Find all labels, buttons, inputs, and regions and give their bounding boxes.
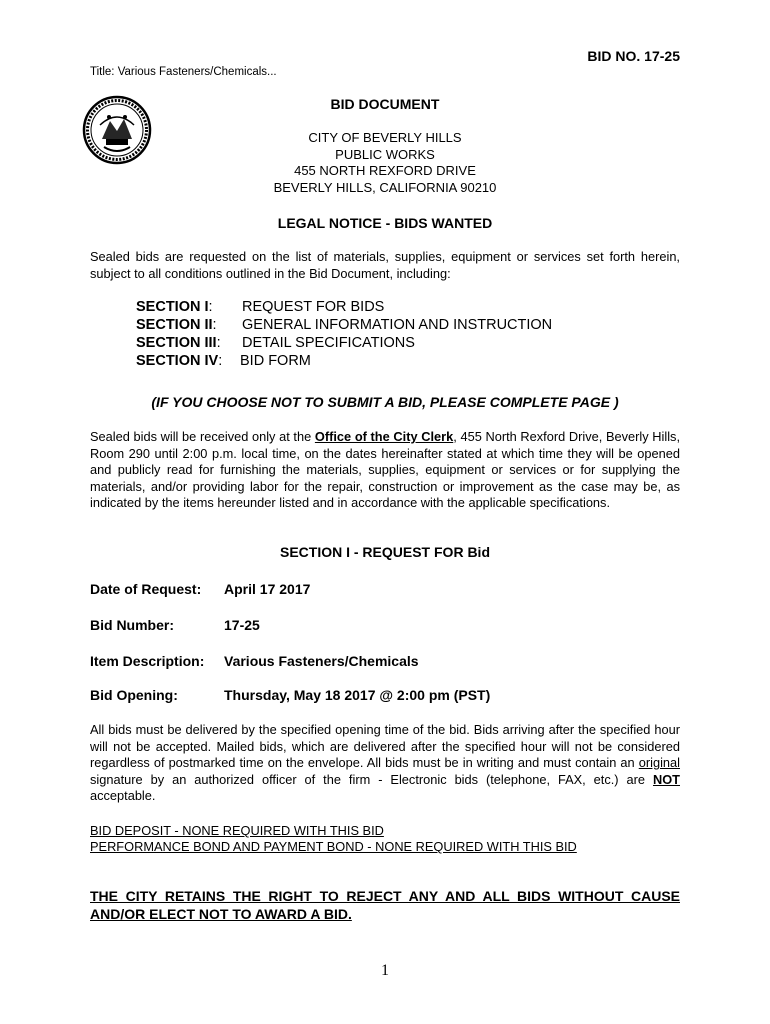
field-label: Item Description: xyxy=(90,653,205,669)
city-rights-statement: THE CITY RETAINS THE RIGHT TO REJECT ANY AND ALL BIDS WITHOUT CAUSE AND/OR ELECT NOT TO AWARD A BID. xyxy=(90,888,680,922)
delivery-text: acceptable. xyxy=(90,788,156,803)
page-number: 1 xyxy=(381,962,389,979)
section-label: SECTION III: xyxy=(136,335,221,351)
section-title: REQUEST FOR BIDS xyxy=(242,299,385,315)
address-line: 455 NORTH REXFORD DRIVE xyxy=(294,163,476,178)
field-label: Bid Number: xyxy=(90,617,174,633)
field-value: Thursday, May 18 2017 @ 2:00 pm (PST) xyxy=(224,687,491,703)
document-title-line: Title: Various Fasteners/Chemicals... xyxy=(90,66,277,78)
section-item xyxy=(136,352,552,370)
field-label: Bid Opening: xyxy=(90,687,178,703)
received-paragraph xyxy=(90,429,680,512)
section-label: SECTION I: xyxy=(136,299,213,315)
bond-line: PERFORMANCE BOND AND PAYMENT BOND - NONE REQUIRED WITH THIS BID xyxy=(90,839,577,854)
section-item xyxy=(136,334,552,352)
field-value: Various Fasteners/Chemicals xyxy=(224,653,419,669)
received-text: , 455 North Rexford Drive, Beverly Hills, Room 290 until 2:00 p.m. local time, on the dates hereinafter stated at which time they will be opened and publicly read for furnishing the materials, supplies, equipment or services or for supplying the materials, and/or providing labor for the repair, construction or improvement as the case may be, as indicated by the items hereunder listed and in accordance with the applicable specifications. xyxy=(90,429,681,510)
date-of-request-field xyxy=(90,581,310,597)
intro-paragraph: Sealed bids are requested on the list of materials, supplies, equipment or services set forth herein, subject to all conditions outlined in the Bid Document, including: xyxy=(90,249,680,281)
received-text: Sealed bids will be received only at the xyxy=(90,429,315,444)
document-heading: BID DOCUMENT xyxy=(330,96,440,112)
address-line: BEVERLY HILLS, CALIFORNIA 90210 xyxy=(273,179,497,195)
not-word: NOT xyxy=(652,771,680,787)
section-label: SECTION II: xyxy=(136,317,217,333)
field-value: 17-25 xyxy=(224,617,260,633)
field-label: Date of Request: xyxy=(90,581,202,597)
deposit-line: BID DEPOSIT - NONE REQUIRED WITH THIS BID xyxy=(90,823,384,838)
bid-opening-field xyxy=(90,687,490,703)
sections-list xyxy=(136,298,552,370)
city-address-block xyxy=(0,130,770,196)
deposit-requirements xyxy=(90,823,577,855)
delivery-text: All bids must be delivered by the specified opening time of the bid. Bids arriving after the specified hour will not be accepted. Mailed bids, which are delivered after the specified hour will not be considered regardless of postmarked time on the envelope. All bids must be in writing and must contain an xyxy=(90,722,680,770)
bid-number-header: BID NO. 17-25 xyxy=(587,48,680,64)
delivery-text: signature by an authorized officer of the firm - Electronic bids (telephone, FAX, etc.) are xyxy=(90,771,653,787)
address-line: PUBLIC WORKS xyxy=(335,146,435,162)
section-item xyxy=(136,298,552,316)
no-bid-instruction: (IF YOU CHOOSE NOT TO SUBMIT A BID, PLEASE COMPLETE PAGE ) xyxy=(151,394,619,410)
field-value: April 17 2017 xyxy=(224,581,311,597)
delivery-paragraph xyxy=(90,722,680,805)
section-title: GENERAL INFORMATION AND INSTRUCTION xyxy=(242,317,553,333)
address-line: CITY OF BEVERLY HILLS xyxy=(308,130,462,145)
section-title: BID FORM xyxy=(240,353,311,369)
item-description-field xyxy=(90,653,419,669)
section-one-heading: SECTION I - REQUEST FOR Bid xyxy=(279,544,490,560)
section-label: SECTION IV: xyxy=(136,353,223,369)
section-title: DETAIL SPECIFICATIONS xyxy=(242,335,415,351)
original-word: original xyxy=(638,755,680,770)
city-clerk-office: Office of the City Clerk xyxy=(314,429,454,444)
section-item xyxy=(136,316,552,334)
bid-number-field xyxy=(90,617,260,633)
legal-notice-heading: LEGAL NOTICE - BIDS WANTED xyxy=(277,215,493,231)
